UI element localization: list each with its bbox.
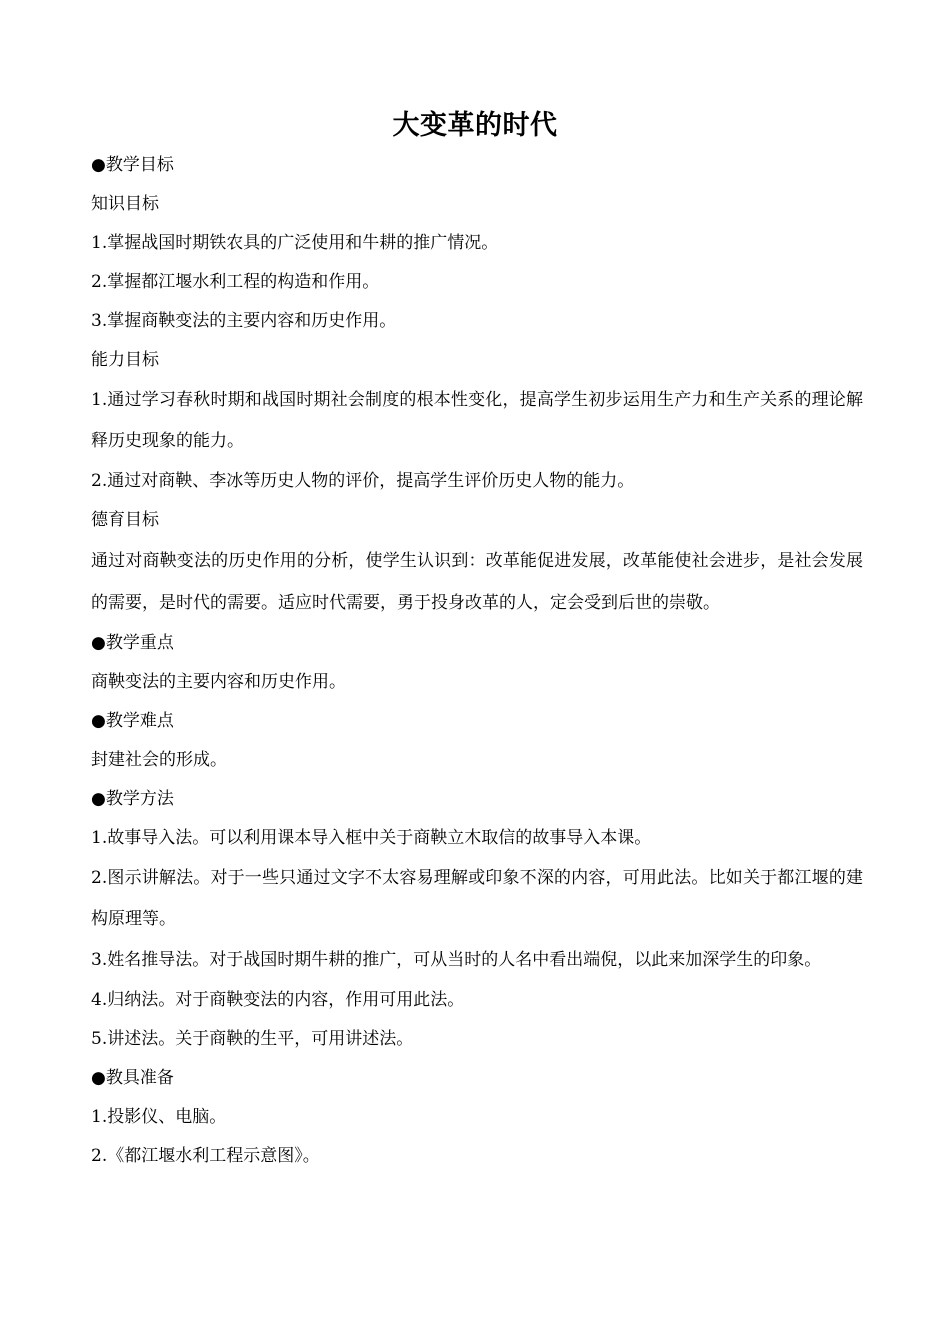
method-item: 4.归纳法。对于商鞅变法的内容，作用可用此法。 <box>91 990 465 1010</box>
section-heading-tools: ●教具准备 <box>91 1068 174 1088</box>
ability-item: 2.通过对商鞅、李冰等历史人物的评价，提高学生评价历史人物的能力。 <box>91 471 635 491</box>
knowledge-item: 2.掌握都江堰水利工程的构造和作用。 <box>91 272 380 292</box>
knowledge-item: 1.掌握战国时期铁农具的广泛使用和牛耕的推广情况。 <box>91 233 499 253</box>
subheading-knowledge: 知识目标 <box>91 194 159 214</box>
document-body <box>91 146 863 1176</box>
knowledge-item: 3.掌握商鞅变法的主要内容和历史作用。 <box>91 311 397 331</box>
section-heading-focus: ●教学重点 <box>91 633 174 653</box>
tool-item: 1.投影仪、电脑。 <box>91 1107 227 1127</box>
method-item: 5.讲述法。关于商鞅的生平，可用讲述法。 <box>91 1029 414 1049</box>
page-title: 大变革的时代 <box>392 110 558 141</box>
moral-paragraph: 通过对商鞅变法的历史作用的分析，使学生认识到：改革能促进发展，改革能使社会进步，是社会发展的需要，是时代的需要。适应时代需要，勇于投身改革的人，定会受到后世的崇敬。 <box>91 551 863 613</box>
section-heading-goals: ●教学目标 <box>91 155 174 175</box>
section-heading-difficulty: ●教学难点 <box>91 711 174 731</box>
tool-item: 2.《都江堰水利工程示意图》。 <box>91 1146 320 1166</box>
method-item: 3.姓名推导法。对于战国时期牛耕的推广，可从当时的人名中看出端倪，以此来加深学生的印象。 <box>91 950 822 970</box>
section-heading-methods: ●教学方法 <box>91 789 174 809</box>
method-item: 1.故事导入法。可以利用课本导入框中关于商鞅立木取信的故事导入本课。 <box>91 828 652 848</box>
focus-text: 商鞅变法的主要内容和历史作用。 <box>91 672 346 692</box>
difficulty-text: 封建社会的形成。 <box>91 750 227 770</box>
ability-item: 1.通过学习春秋时期和战国时期社会制度的根本性变化，提高学生初步运用生产力和生产关系的理论解释历史现象的能力。 <box>91 390 863 451</box>
subheading-moral: 德育目标 <box>91 510 159 530</box>
subheading-ability: 能力目标 <box>91 350 159 370</box>
method-item: 2.图示讲解法。对于一些只通过文字不太容易理解或印象不深的内容，可用此法。比如关于都江堰的建构原理等。 <box>91 868 863 929</box>
